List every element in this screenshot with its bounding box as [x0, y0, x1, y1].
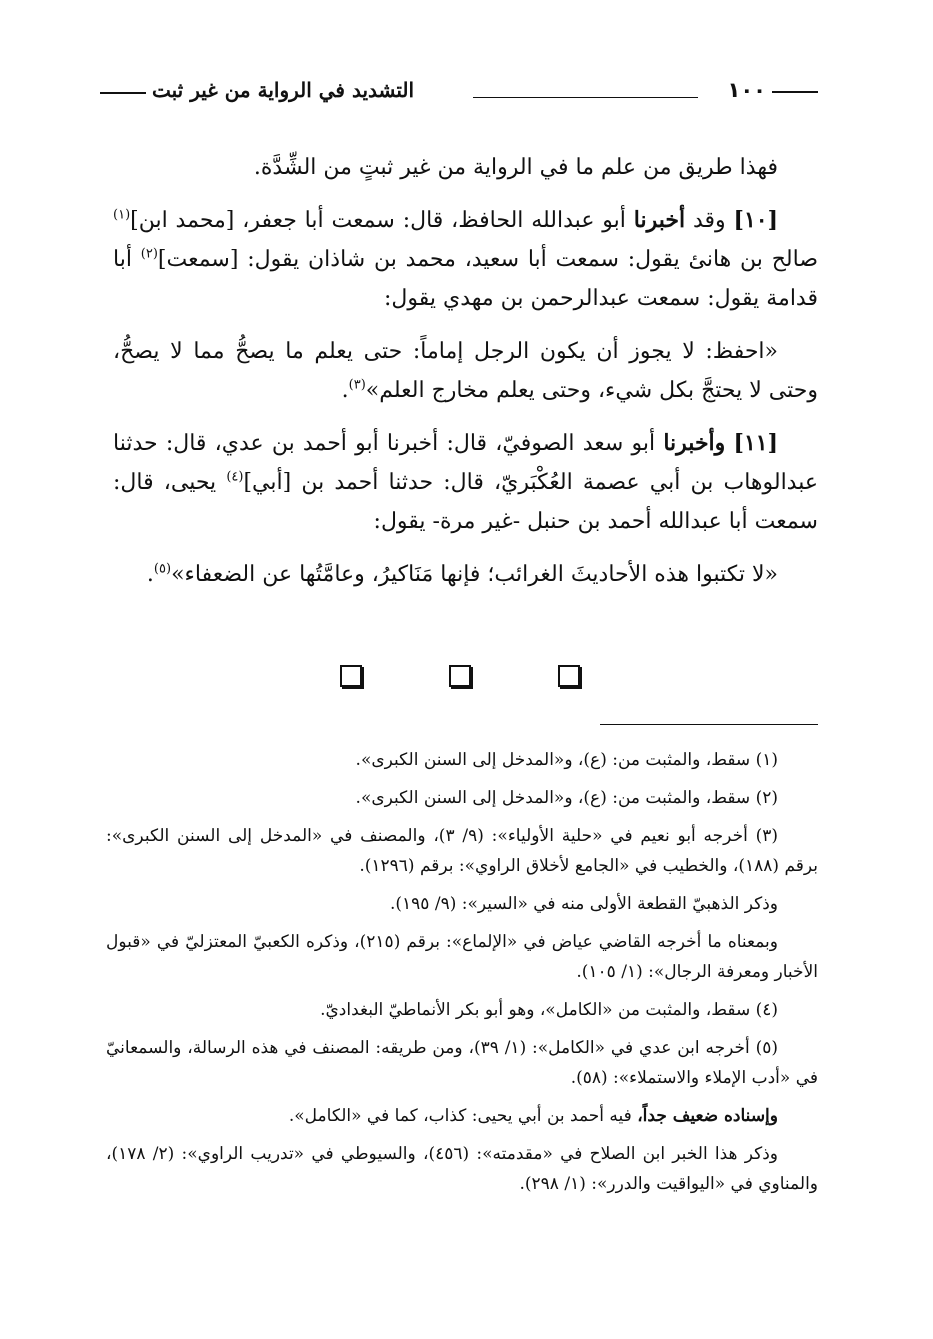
footnote-5-cont: وذكر هذا الخبر ابن الصلاح في «مقدمته»: (٤٥٦)، والسيوطي في «تدريب الراوي»: (٢/ ١٧٨)، والمناوي في «اليواقيت والدرر»: (١/ ٢٩٨).: [106, 1144, 818, 1194]
isnad-keyword: أخبرنا: [633, 207, 686, 233]
section-separator: [340, 665, 580, 687]
grading: وإسناده ضعيف جداً،: [637, 1106, 778, 1126]
footnote-ref[interactable]: (٣): [348, 377, 366, 393]
footnote-3-cont: وبمعناه ما أخرجه القاضي عياض في «الإلماع»: برقم (٢١٥)، وذكره الكعبيّ المعتزليّ في «قبول الأخبار ومعرفة الرجال»: (١/ ١٠٥).: [106, 932, 818, 982]
quote-2: «لا تكتبوا هذه الأحاديثَ الغرائب؛ فإنها مَنَاكيرُ، وعامَّتُها عن الضعفاء»$^{(٥)}$.: [146, 561, 778, 587]
paragraph-report-11: [١١] وأخبرنا أبو سعد الصوفيّ، قال: أخبرنا أبو أحمد بن عدي، قال: حدثنا عبدالوهاب بن أبي عصمة العُكْبَريّ، قال: حدثنا أحمد بن [أبي]$^{(٤)}$ يحيى، قال: سمعت أبا عبدالله أحمد بن حنبل -غير مرة- يقول:: [113, 430, 818, 534]
main-text: [113, 148, 818, 608]
footnote-2: (٢) سقط، والمثبت من: (ع)، و«المدخل إلى السنن الكبرى».: [355, 788, 778, 808]
square-ornament-icon: [340, 665, 362, 687]
paragraph-intro: فهذا طريق من علم ما في الرواية من غير ثبتٍ من الشِّدَّة.: [253, 155, 778, 180]
square-ornament-icon: [449, 665, 471, 687]
footnote-ref[interactable]: (١): [113, 207, 131, 223]
report-number: [١١]: [733, 430, 778, 456]
header-dash: [100, 92, 146, 94]
header-rule: [473, 97, 698, 98]
footnote-ref[interactable]: (٥): [153, 561, 172, 577]
square-ornament-icon: [558, 665, 580, 687]
running-title: التشديد في الرواية من غير ثبت: [100, 78, 414, 102]
footnote-rule: [600, 724, 818, 725]
footnote-3: (٣) أخرجه أبو نعيم في «حلية الأولياء»: (٩/ ٣)، والمصنف في «المدخل إلى السنن الكبرى»: برقم (١٨٨)، والخطيب في «الجامع لأخلاق الراوي»: برقم (١٢٩٦).: [106, 826, 818, 876]
footnotes: [106, 745, 818, 1207]
footnote-5: (٥) أخرجه ابن عدي في «الكامل»: (١/ ٣٩)، ومن طريقه: المصنف في هذه الرسالة، والسمعانيّ في «أدب الإملاء والاستملاء»: (٥٨).: [106, 1038, 818, 1088]
isnad-keyword: وأخبرنا: [663, 430, 726, 456]
footnote-3-cont: وذكر الذهبيّ القطعة الأولى منه في «السير»: (٩/ ١٩٥).: [389, 894, 778, 914]
footnote-5-cont: وإسناده ضعيف جداً، فيه أحمد بن أبي يحيى: كذاب، كما في «الكامل».: [288, 1106, 778, 1126]
footnote-4: (٤) سقط، والمثبت من «الكامل»، وهو أبو بكر الأنماطيّ البغداديّ.: [320, 1000, 778, 1020]
footnote-ref[interactable]: (٢): [140, 246, 158, 262]
header-dash: [772, 91, 818, 93]
footnote-1: (١) سقط، والمثبت من: (ع)، و«المدخل إلى السنن الكبرى».: [355, 750, 778, 770]
quote-1: «احفظ: لا يجوز أن يكون الرجل إماماً: حتى يعلم ما يصحُّ مما لا يصحُّ، وحتى لا يحتجَّ بكل شيء، وحتى يعلم مخارج العلم»$^{(٣)}$.: [113, 339, 818, 403]
paragraph-report-10: [١٠] وقد أخبرنا أبو عبدالله الحافظ، قال: سمعت أبا جعفر، [محمد ابن]$^{(١)}$ صالح بن هانئ يقول: سمعت أبا سعيد، محمد بن شاذان يقول: [سمعت]$^{(٢)}$ أبا قدامة يقول: سمعت عبدالرحمن بن مهدي يقول:: [113, 207, 819, 311]
page-header: [100, 78, 818, 112]
footnote-ref[interactable]: (٤): [226, 469, 244, 485]
report-number: [١٠]: [733, 207, 778, 233]
page-number: ١٠٠: [728, 78, 818, 102]
